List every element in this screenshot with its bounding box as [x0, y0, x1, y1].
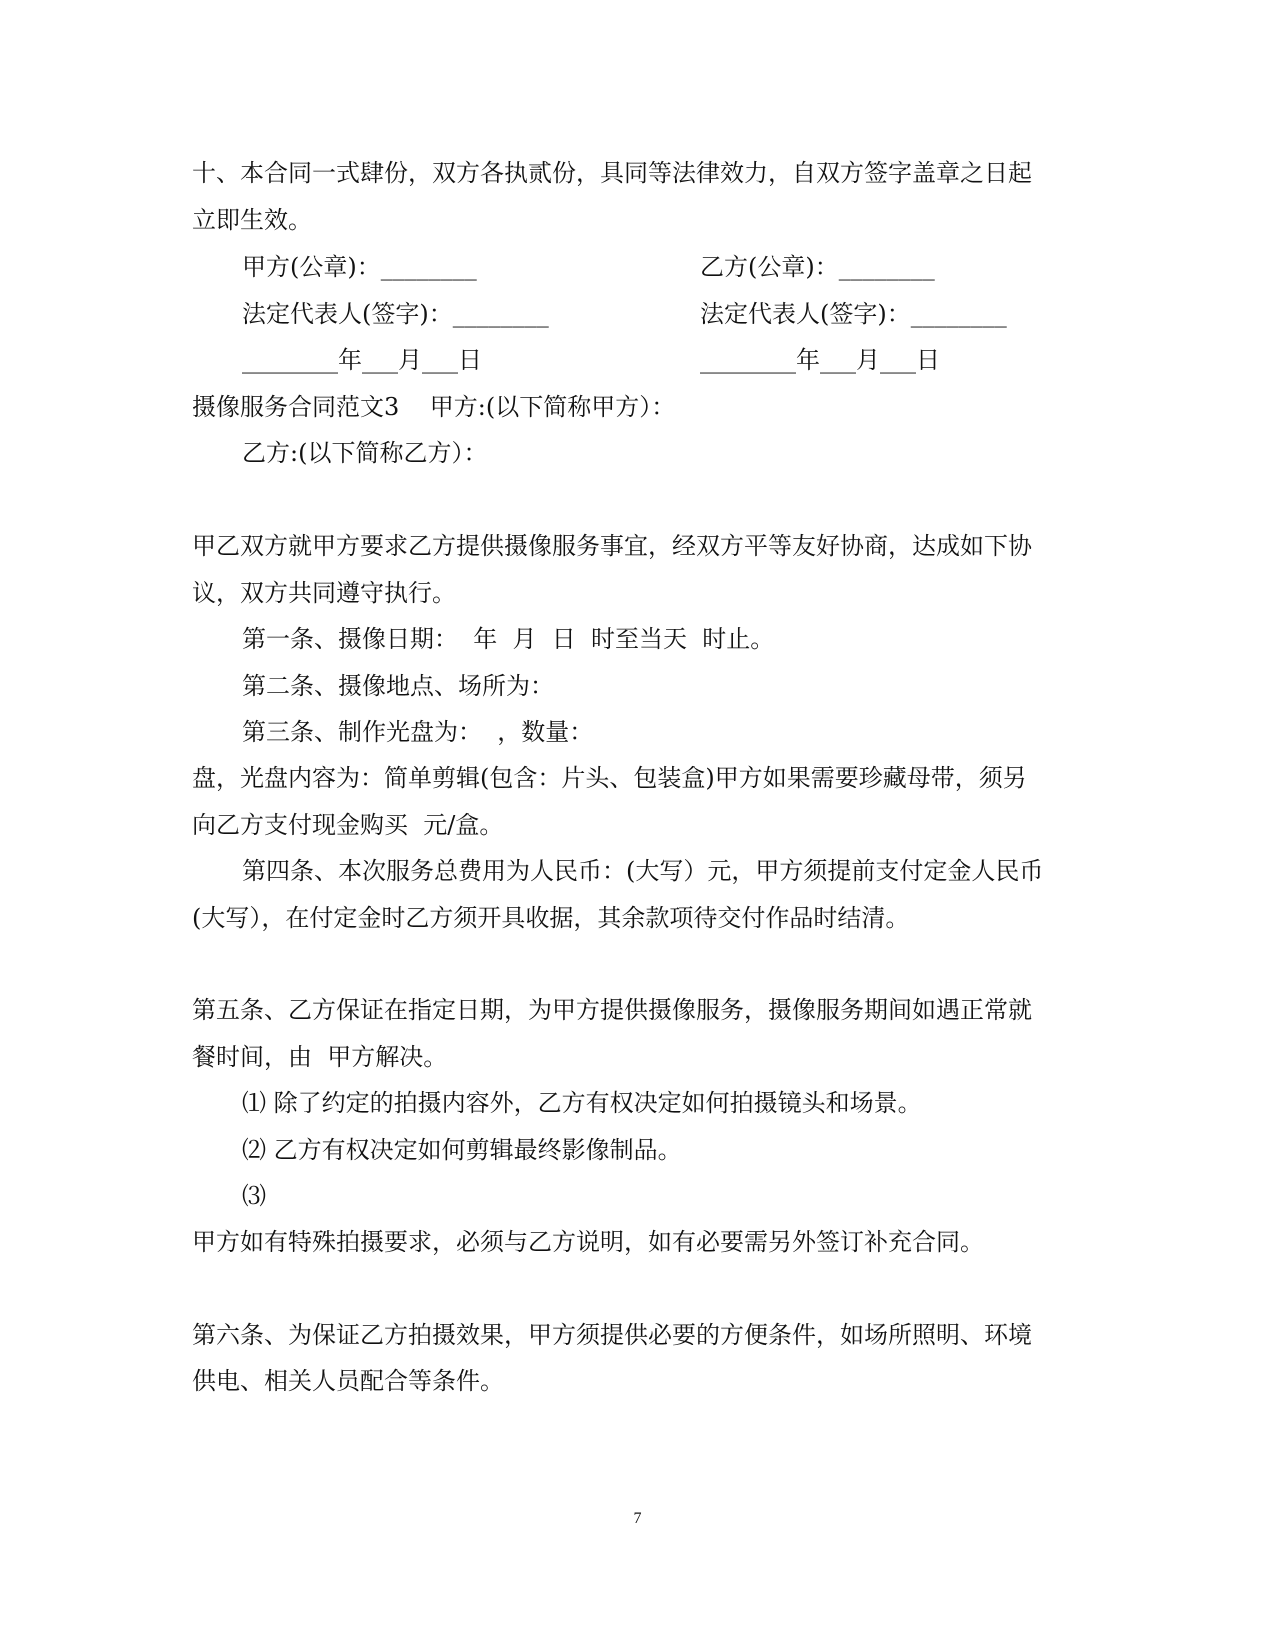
list-item: ⑶	[242, 1182, 266, 1210]
party-b-date: ________年___月___日	[700, 346, 940, 374]
body-line: 向乙方支付现金购买 元/盒。	[192, 811, 504, 839]
party-b-representative: 法定代表人(签字)：________	[700, 300, 1007, 328]
body-line: 甲方如有特殊拍摄要求，必须与乙方说明，如有必要需另外签订补充合同。	[192, 1228, 984, 1256]
body-line: 餐时间，由 甲方解决。	[192, 1043, 448, 1071]
body-line: 议，双方共同遵守执行。	[192, 579, 456, 607]
body-line: 供电、相关人员配合等条件。	[192, 1367, 504, 1395]
party-b-intro: 乙方:(以下简称乙方）：	[242, 439, 488, 467]
article-6: 第六条、为保证乙方拍摄效果，甲方须提供必要的方便条件，如场所照明、环境	[192, 1321, 1032, 1349]
article-1: 第一条、摄像日期： 年 月 日 时至当天 时止。	[242, 625, 775, 653]
list-item: ⑴ 除了约定的拍摄内容外，乙方有权决定如何拍摄镜头和场景。	[242, 1089, 922, 1117]
party-a-seal: 甲方(公章)：________	[242, 253, 477, 281]
body-line: 盘，光盘内容为：简单剪辑(包含：片头、包装盒)甲方如果需要珍藏母带，须另	[192, 764, 1027, 792]
party-b-seal: 乙方(公章)：________	[700, 253, 935, 281]
section-header: 摄像服务合同范文3 甲方:(以下简称甲方）：	[192, 393, 676, 421]
page-number: 7	[633, 1510, 642, 1527]
party-a-representative: 法定代表人(签字)：________	[242, 300, 549, 328]
body-line: (大写），在付定金时乙方须开具收据，其余款项待交付作品时结清。	[192, 904, 910, 932]
article-3: 第三条、制作光盘为： ，数量：	[242, 718, 594, 746]
paragraph-line: 立即生效。	[192, 206, 312, 234]
article-4: 第四条、本次服务总费用为人民币：(大写）元，甲方须提前支付定金人民币	[242, 857, 1044, 885]
list-item: ⑵ 乙方有权决定如何剪辑最终影像制品。	[242, 1136, 682, 1164]
body-line: 甲乙双方就甲方要求乙方提供摄像服务事宜，经双方平等友好协商，达成如下协	[192, 532, 1032, 560]
article-2: 第二条、摄像地点、场所为：	[242, 672, 554, 700]
paragraph-line: 十、本合同一式肆份，双方各执贰份，具同等法律效力，自双方签字盖章之日起	[192, 159, 1032, 187]
party-a-date: ________年___月___日	[242, 346, 482, 374]
article-5: 第五条、乙方保证在指定日期，为甲方提供摄像服务，摄像服务期间如遇正常就	[192, 996, 1032, 1024]
